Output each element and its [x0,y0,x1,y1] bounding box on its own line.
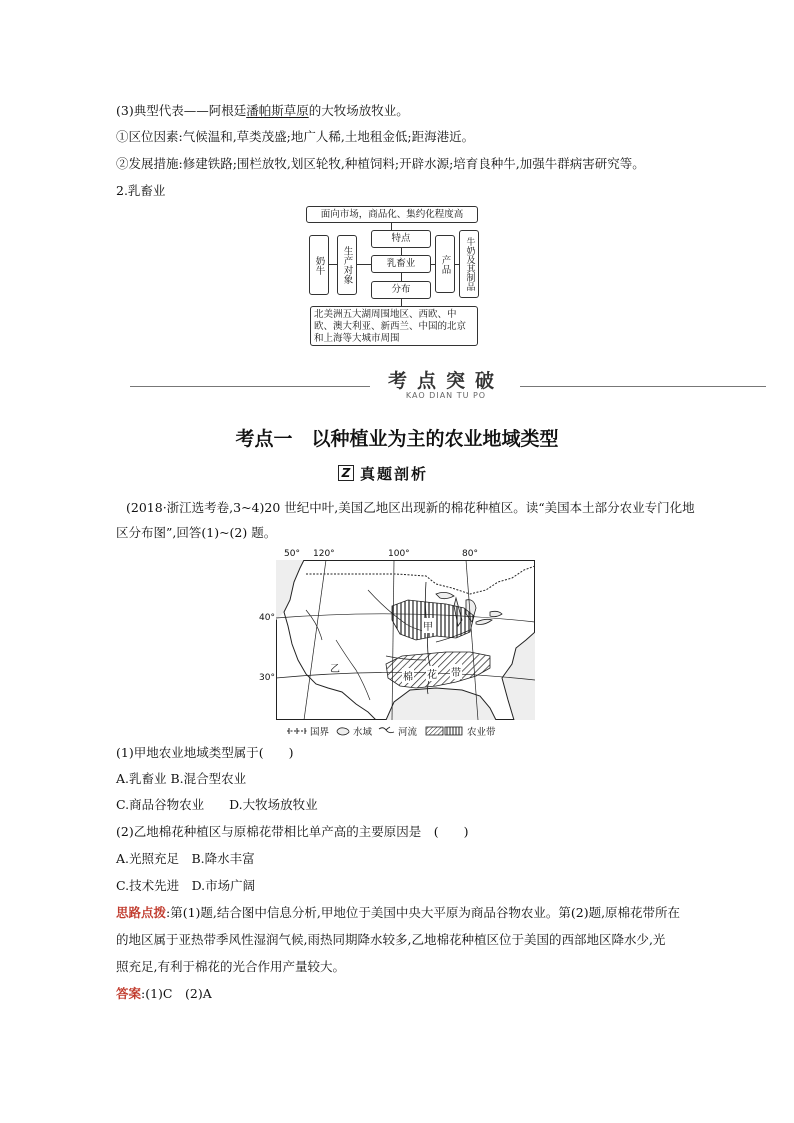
diagram-feature-box: 特点 [371,230,431,248]
diagram-product-box: 产品 [435,235,455,293]
diagram-top-box: 面向市场，商品化、集约化程度高 [306,206,478,223]
legend-water-label: 水域 [353,727,373,738]
zhenti-heading [338,462,428,484]
diagram-dairy-cow-box: 奶牛 [309,235,329,295]
section-title: 考点突破 [387,370,504,392]
question-stem-line-2: 区分布图”,回答(1)~(2) 题。 [116,525,277,540]
diagram-milk-products-box: 牛奶及其制品 [459,230,479,298]
analysis-line-1 [116,905,680,921]
analysis-line-2: 的地区属于亚热带季风性湿润气候,雨热同期降水较多,乙地棉花种植区位于美国的西部地区降水少,光 [116,932,666,947]
water-legend-icon [335,726,351,736]
map-cotton-label: 带 [450,664,462,679]
map-region-jia: 甲 [422,618,434,633]
answer-value: :(1)C (2)A [141,986,212,1001]
q2-options-cd: C.技术先进 D.市场广阔 [116,878,256,893]
analysis-label: 思路点拨 [116,905,167,920]
q1-options-cd: C.商品谷物农业 D.大牧场放牧业 [116,797,318,812]
q1-options-ab: A.乳畜业 B.混合型农业 [116,771,247,786]
intro-line-3: ②发展措施:修建铁路;围栏放牧,划区轮牧,种植饲料;开辟水源;培育良种牛,加强牛群病害研究等。 [116,156,645,171]
diagram-distribution-box: 分布 [371,281,431,299]
section-subtitle: KAO DIAN TU PO [405,391,487,400]
map-legend [286,724,496,738]
intro-line-1-suffix: 的大牧场放牧业。 [308,103,409,118]
intro-line-1 [116,103,409,119]
legend-farm-belt-label: 农业带 [467,727,496,738]
analysis-line-3: 照充足,有利于棉花的光合作用产量较大。 [116,959,345,974]
q1-text: (1)甲地农业地域类型属于( ) [116,745,294,760]
banner-rule-left [130,386,370,387]
map-cotton-label: 棉 [402,668,414,683]
us-agriculture-map [276,560,535,720]
zhenti-label: 真题剖析 [360,464,429,483]
diagram-production-object-box: 生产对象 [337,235,357,295]
map-lon-label: 80° [462,549,478,559]
answer-label: 答案 [116,986,142,1001]
answer-line [116,986,212,1002]
border-legend-icon [286,727,308,735]
intro-line-1-prefix: (3)典型代表——阿根廷 [116,103,247,118]
kaodian-title: 考点一 以种植业为主的农业地域类型 [235,428,559,450]
legend-river-label: 河流 [398,727,418,738]
us-map-graphic [276,560,535,720]
map-lat-label: 30° [259,673,275,683]
z-badge-icon: Z [338,465,354,481]
question-stem-line-1: (2018·浙江选考卷,3~4)20 世纪中叶,美国乙地区出现新的棉花种植区。读“美国本土部分农业专门化地 [126,500,695,515]
legend-border-label: 国界 [310,727,330,738]
analysis-text-1: :第(1)题,结合图中信息分析,甲地位于美国中央大平原为商品谷物农业。第(2)题,原棉花带所在 [166,905,681,920]
intro-underlined-term: 潘帕斯草原 [246,103,309,118]
map-lat-label: 40° [259,613,275,623]
map-lon-label: 120° [313,549,335,559]
diagram-bottom-box: 北美洲五大湖周围地区、西欧、中欧、澳大利亚、新西兰、中国的北京和上海等大城市周围 [310,306,478,346]
river-legend-icon [378,726,396,736]
map-cotton-label: 花 [426,666,438,681]
map-region-yi: 乙 [330,664,340,675]
q2-text: (2)乙地棉花种植区与原棉花带相比单产高的主要原因是 ( ) [116,824,469,839]
banner-rule-right [520,386,766,387]
intro-line-4: 2.乳畜业 [116,183,166,198]
diagram-center-box: 乳畜业 [371,255,431,273]
q2-options-ab: A.光照充足 B.降水丰富 [116,851,255,866]
map-lon-label: 50° [284,549,300,559]
intro-line-2: ①区位因素:气候温和,草类茂盛;地广人稀,土地租金低;距海港近。 [116,129,475,144]
map-lon-label: 100° [388,549,410,559]
farm-belt-legend-icon [425,726,463,736]
